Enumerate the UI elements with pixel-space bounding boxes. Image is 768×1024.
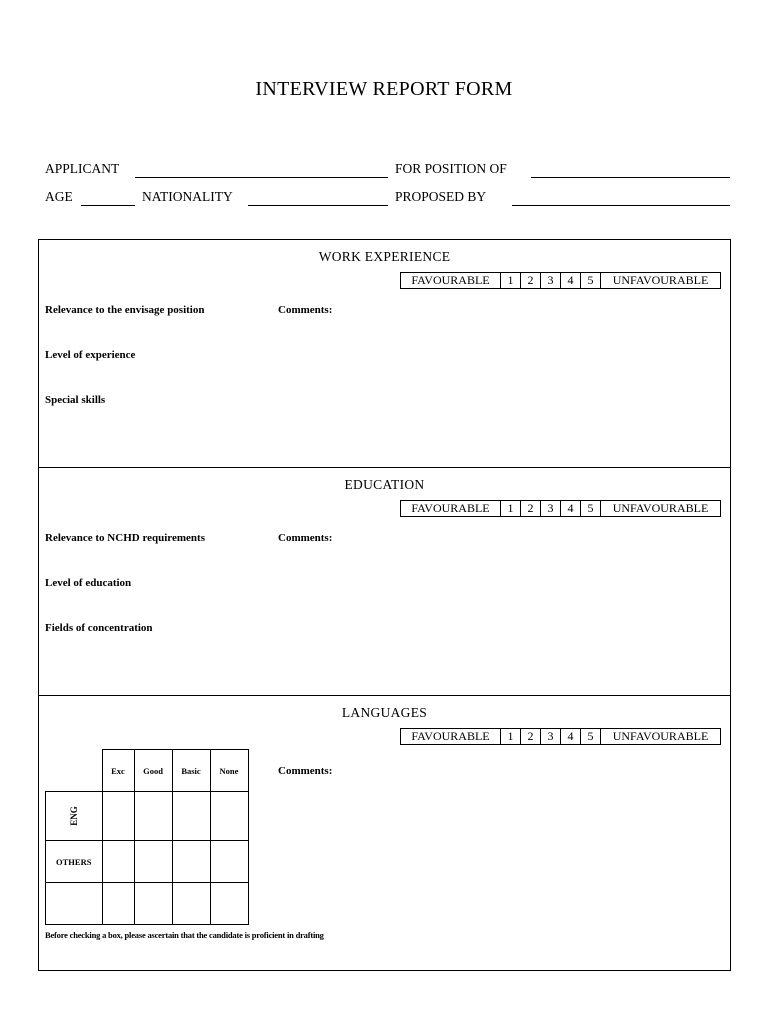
row-label-extra[interactable] — [46, 883, 103, 925]
languages-rating-scale — [400, 728, 721, 745]
scale-option-4[interactable]: 4 — [561, 729, 581, 744]
languages-comments-label: Comments: — [278, 765, 333, 777]
scale-unfavourable: UNFAVOURABLE — [612, 729, 709, 743]
header-basic: Basic — [172, 750, 210, 792]
work-item-experience: Level of experience — [45, 349, 136, 361]
scale-option-1[interactable]: 1 — [501, 273, 521, 288]
scale-option-5[interactable]: 5 — [581, 273, 601, 288]
proposed-by-label: PROPOSED BY — [395, 189, 487, 204]
others-exc-checkbox[interactable] — [102, 841, 134, 883]
education-rating-scale — [400, 500, 721, 517]
education-item-level: Level of education — [45, 577, 132, 589]
work-item-relevance: Relevance to the envisage position — [45, 304, 205, 316]
work-rating-scale — [400, 272, 721, 289]
eng-good-checkbox[interactable] — [134, 792, 172, 841]
scale-unfavourable: UNFAVOURABLE — [612, 501, 709, 515]
scale-unfavourable: UNFAVOURABLE — [612, 273, 709, 287]
nationality-label: NATIONALITY — [142, 189, 233, 204]
languages-title: LANGUAGES — [341, 705, 428, 720]
scale-option-2[interactable]: 2 — [521, 273, 541, 288]
others-basic-checkbox[interactable] — [172, 841, 210, 883]
others-none-checkbox[interactable] — [210, 841, 248, 883]
row-label-eng — [46, 792, 103, 841]
applicant-field[interactable] — [135, 177, 388, 178]
scale-option-5[interactable]: 5 — [581, 501, 601, 516]
scale-option-2[interactable]: 2 — [521, 501, 541, 516]
scale-option-3[interactable]: 3 — [541, 501, 561, 516]
education-item-relevance: Relevance to NCHD requirements — [45, 532, 205, 544]
header-exc: Exc — [102, 750, 134, 792]
scale-option-1[interactable]: 1 — [501, 501, 521, 516]
languages-section — [38, 695, 731, 971]
extra-exc-checkbox[interactable] — [102, 883, 134, 925]
age-label: AGE — [45, 189, 73, 204]
extra-good-checkbox[interactable] — [134, 883, 172, 925]
form-title: INTERVIEW REPORT FORM — [255, 78, 513, 100]
position-field[interactable] — [531, 177, 730, 178]
applicant-label: APPLICANT — [45, 161, 120, 176]
scale-option-1[interactable]: 1 — [501, 729, 521, 744]
extra-none-checkbox[interactable] — [210, 883, 248, 925]
scale-option-4[interactable]: 4 — [561, 273, 581, 288]
eng-exc-checkbox[interactable] — [102, 792, 134, 841]
scale-option-3[interactable]: 3 — [541, 273, 561, 288]
scale-option-4[interactable]: 4 — [561, 501, 581, 516]
extra-basic-checkbox[interactable] — [172, 883, 210, 925]
scale-option-3[interactable]: 3 — [541, 729, 561, 744]
eng-basic-checkbox[interactable] — [172, 792, 210, 841]
work-experience-title: WORK EXPERIENCE — [318, 249, 451, 264]
language-proficiency-table — [45, 749, 249, 925]
drafting-note: Before checking a box, please ascertain that the candidate is proficient in drafting — [45, 930, 324, 940]
position-label: FOR POSITION OF — [395, 161, 507, 176]
scale-option-5[interactable]: 5 — [581, 729, 601, 744]
scale-option-2[interactable]: 2 — [521, 729, 541, 744]
education-comments-label: Comments: — [278, 532, 333, 544]
others-good-checkbox[interactable] — [134, 841, 172, 883]
work-experience-section — [38, 239, 731, 468]
education-section — [38, 467, 731, 696]
scale-favourable: FAVOURABLE — [401, 729, 501, 744]
scale-favourable: FAVOURABLE — [401, 273, 501, 288]
work-comments-label: Comments: — [278, 304, 333, 316]
scale-favourable: FAVOURABLE — [401, 501, 501, 516]
education-item-fields: Fields of concentration — [45, 622, 153, 634]
proposed-by-field[interactable] — [512, 205, 730, 206]
education-title: EDUCATION — [344, 477, 425, 492]
age-field[interactable] — [81, 205, 135, 206]
nationality-field[interactable] — [248, 205, 388, 206]
eng-label: ENG — [68, 806, 79, 826]
table-corner — [46, 750, 103, 792]
eng-none-checkbox[interactable] — [210, 792, 248, 841]
header-none: None — [210, 750, 248, 792]
header-good: Good — [134, 750, 172, 792]
row-label-others: OTHERS — [46, 841, 103, 883]
work-item-skills: Special skills — [45, 394, 106, 406]
